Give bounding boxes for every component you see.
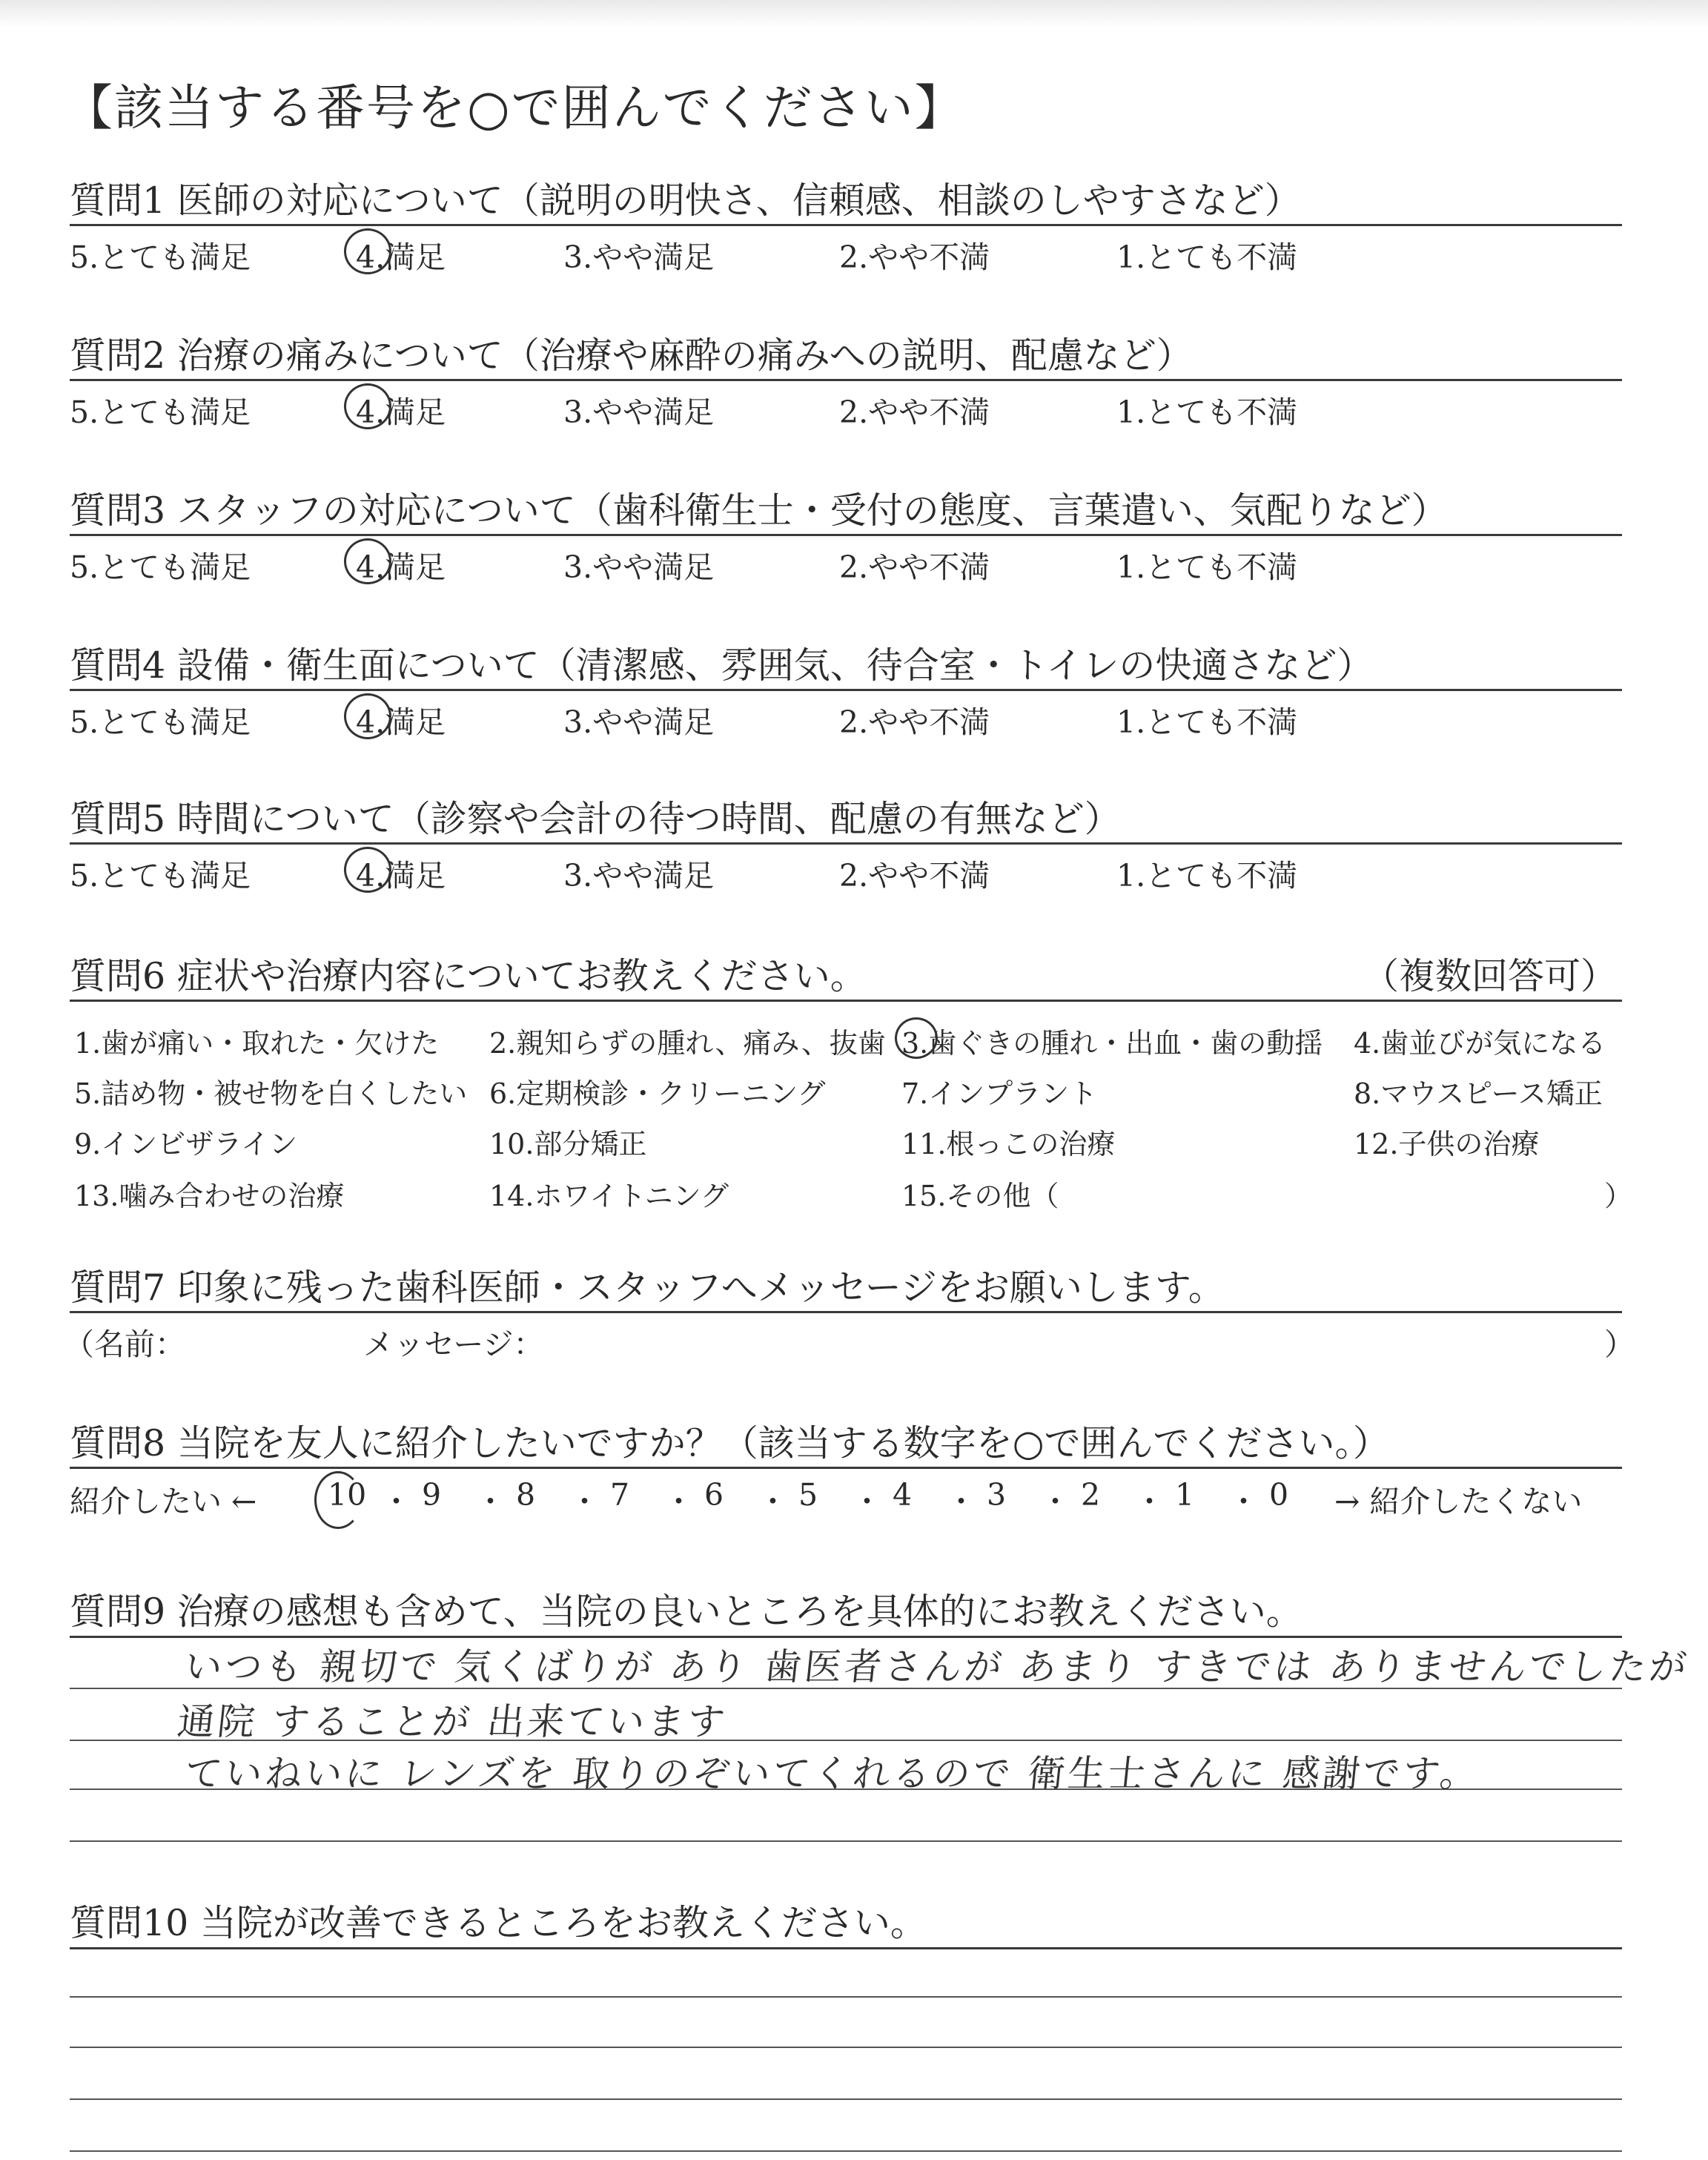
q1-title: 質問1 医師の対応について（説明の明快さ、信頼感、相談のしやすさなど） [70,179,1301,222]
q8-scale-number[interactable]: 5 [798,1477,818,1513]
q10-line [70,2150,1622,2152]
q2-option[interactable]: 1.とても不満 [1116,394,1298,430]
q4-option[interactable]: 2.やや不満 [839,704,990,740]
q8-scale-number[interactable]: 4 [893,1477,913,1513]
q6-option[interactable]: 10.部分矯正 [489,1128,647,1160]
q6-option[interactable]: 3.歯ぐきの腫れ・出血・歯の動揺 [901,1027,1323,1060]
q4-title: 質問4 設備・衛生面について（清潔感、雰囲気、待合室・トイレの快適さなど） [70,644,1374,687]
q4-option[interactable]: 5.とても満足 [70,704,251,740]
q7-close-paren: ） [1604,1327,1635,1362]
q2-option[interactable]: 4.満足 [356,394,446,430]
q4-option[interactable]: 3.やや満足 [563,704,715,740]
q8-scale-separator: ・ [852,1484,882,1519]
q7-message-label: メッセージ： [363,1327,544,1362]
q8-right-label: → 紹介したくない [1334,1484,1583,1519]
q8-scale-separator: ・ [475,1484,506,1519]
q5-selected-circle [344,847,391,893]
q8-scale-separator: ・ [663,1484,694,1519]
q6-option[interactable]: 15.その他（ [901,1180,1059,1212]
q1-option[interactable]: 3.やや満足 [563,240,715,275]
q6-rule [70,1000,1622,1002]
q2-option[interactable]: 5.とても満足 [70,394,251,430]
q4-rule [70,689,1622,691]
q9-handwritten-line: ていねいに レンズを 取りのぞいてくれるので 衛生士さんに 感謝です。 [182,1752,1483,1795]
q6-option[interactable]: 1.歯が痛い・取れた・欠けた [74,1027,440,1060]
q8-scale-number[interactable]: 0 [1269,1477,1289,1513]
q1-option[interactable]: 1.とても不満 [1116,240,1298,275]
q4-selected-circle [344,693,391,739]
q6-option[interactable]: 5.詰め物・被せ物を白くしたい [74,1077,468,1110]
q5-option[interactable]: 3.やや満足 [563,858,715,894]
q8-title: 質問8 当院を友人に紹介したいですか？（該当する数字を○で囲んでください。） [70,1422,1390,1464]
q6-option[interactable]: 14.ホワイトニング [489,1180,729,1212]
q10-line [70,1996,1622,1998]
q8-scale-separator: ・ [946,1484,976,1519]
q3-rule [70,534,1622,536]
q10-title: 質問10 当院が改善できるところをお教えください。 [70,1902,927,1944]
q6-option[interactable]: 6.定期検診・クリーニング [489,1077,826,1110]
q1-selected-circle [344,228,391,274]
q1-option[interactable]: 2.やや不満 [839,240,990,275]
q8-left-label: 紹介したい ← [70,1484,257,1519]
q3-option[interactable]: 5.とても満足 [70,549,251,585]
q8-scale-separator: ・ [381,1484,411,1519]
q5-title: 質問5 時間について（診察や会計の待つ時間、配慮の有無など） [70,798,1121,840]
q6-selected-circle [895,1017,938,1059]
q1-option[interactable]: 5.とても満足 [70,240,251,275]
q7-name-label: （名前： [64,1327,185,1362]
q8-scale-separator: ・ [758,1484,788,1519]
q6-other-close: ） [1604,1180,1633,1212]
q8-scale-number[interactable]: 7 [610,1477,630,1513]
q8-scale-number[interactable]: 1 [1175,1477,1195,1513]
q6-title: 質問6 症状や治療内容についてお教えください。 [70,955,867,997]
q6-option[interactable]: 11.根っこの治療 [901,1128,1116,1160]
q6-option[interactable]: 7.インプラント [901,1077,1098,1110]
q6-option[interactable]: 9.インビザライン [74,1128,298,1160]
q9-handwritten-line: 通院 することが 出来ています [175,1700,730,1743]
q1-option[interactable]: 4.満足 [356,240,446,275]
q6-note: （複数回答可） [1363,955,1618,997]
q8-scale-number[interactable]: 9 [422,1477,442,1513]
q8-scale-separator: ・ [569,1484,600,1519]
q6-option[interactable]: 12.子供の治療 [1354,1128,1540,1160]
q8-selected-circle [314,1471,362,1529]
q6-option[interactable]: 8.マウスピース矯正 [1354,1077,1603,1110]
q5-rule [70,842,1622,845]
q5-option[interactable]: 1.とても不満 [1116,858,1298,894]
q7-title: 質問7 印象に残った歯科医師・スタッフへメッセージをお願いします。 [70,1266,1225,1309]
page-header: 【該当する番号を○で囲んでください】 [64,79,965,136]
q1-rule [70,224,1622,226]
q2-option[interactable]: 3.やや満足 [563,394,715,430]
q3-option[interactable]: 4.満足 [356,549,446,585]
q8-scale-number[interactable]: 2 [1081,1477,1101,1513]
q8-scale-number[interactable]: 6 [704,1477,724,1513]
q8-scale-number[interactable]: 8 [516,1477,536,1513]
q3-option[interactable]: 3.やや満足 [563,549,715,585]
q9-line [70,1840,1622,1842]
q9-handwritten-line: いつも 親切で 気くばりが あり 歯医者さんが あまり すきでは ありませんでしたが [182,1645,1692,1688]
q8-scale-number[interactable]: 10 [328,1477,367,1513]
q7-rule [70,1311,1622,1313]
q2-rule [70,379,1622,381]
q6-option[interactable]: 4.歯並びが気になる [1354,1027,1606,1060]
q5-option[interactable]: 5.とても満足 [70,858,251,894]
q5-option[interactable]: 2.やや不満 [839,858,990,894]
q3-selected-circle [344,538,391,584]
scan-top-edge [0,0,1708,28]
q8-scale-separator: ・ [1228,1484,1259,1519]
q8-scale-separator: ・ [1040,1484,1070,1519]
q10-rule [70,1947,1622,1949]
q2-option[interactable]: 2.やや不満 [839,394,990,430]
q3-option[interactable]: 1.とても不満 [1116,549,1298,585]
q6-option[interactable]: 13.噛み合わせの治療 [74,1180,345,1212]
q5-option[interactable]: 4.満足 [356,858,446,894]
q8-rule [70,1467,1622,1469]
q4-option[interactable]: 1.とても不満 [1116,704,1298,740]
q9-title: 質問9 治療の感想も含めて、当院の良いところを具体的にお教えください。 [70,1591,1302,1633]
q6-option[interactable]: 2.親知らずの腫れ、痛み、抜歯 [489,1027,886,1060]
q4-option[interactable]: 4.満足 [356,704,446,740]
q10-line [70,2098,1622,2100]
q3-option[interactable]: 2.やや不満 [839,549,990,585]
q2-title: 質問2 治療の痛みについて（治療や麻酔の痛みへの説明、配慮など） [70,334,1193,377]
q8-scale-separator: ・ [1134,1484,1165,1519]
q8-scale-number[interactable]: 3 [987,1477,1007,1513]
q2-selected-circle [344,383,391,429]
q10-line [70,2047,1622,2048]
q3-title: 質問3 スタッフの対応について（歯科衛生士・受付の態度、言葉遣い、気配りなど） [70,489,1448,532]
